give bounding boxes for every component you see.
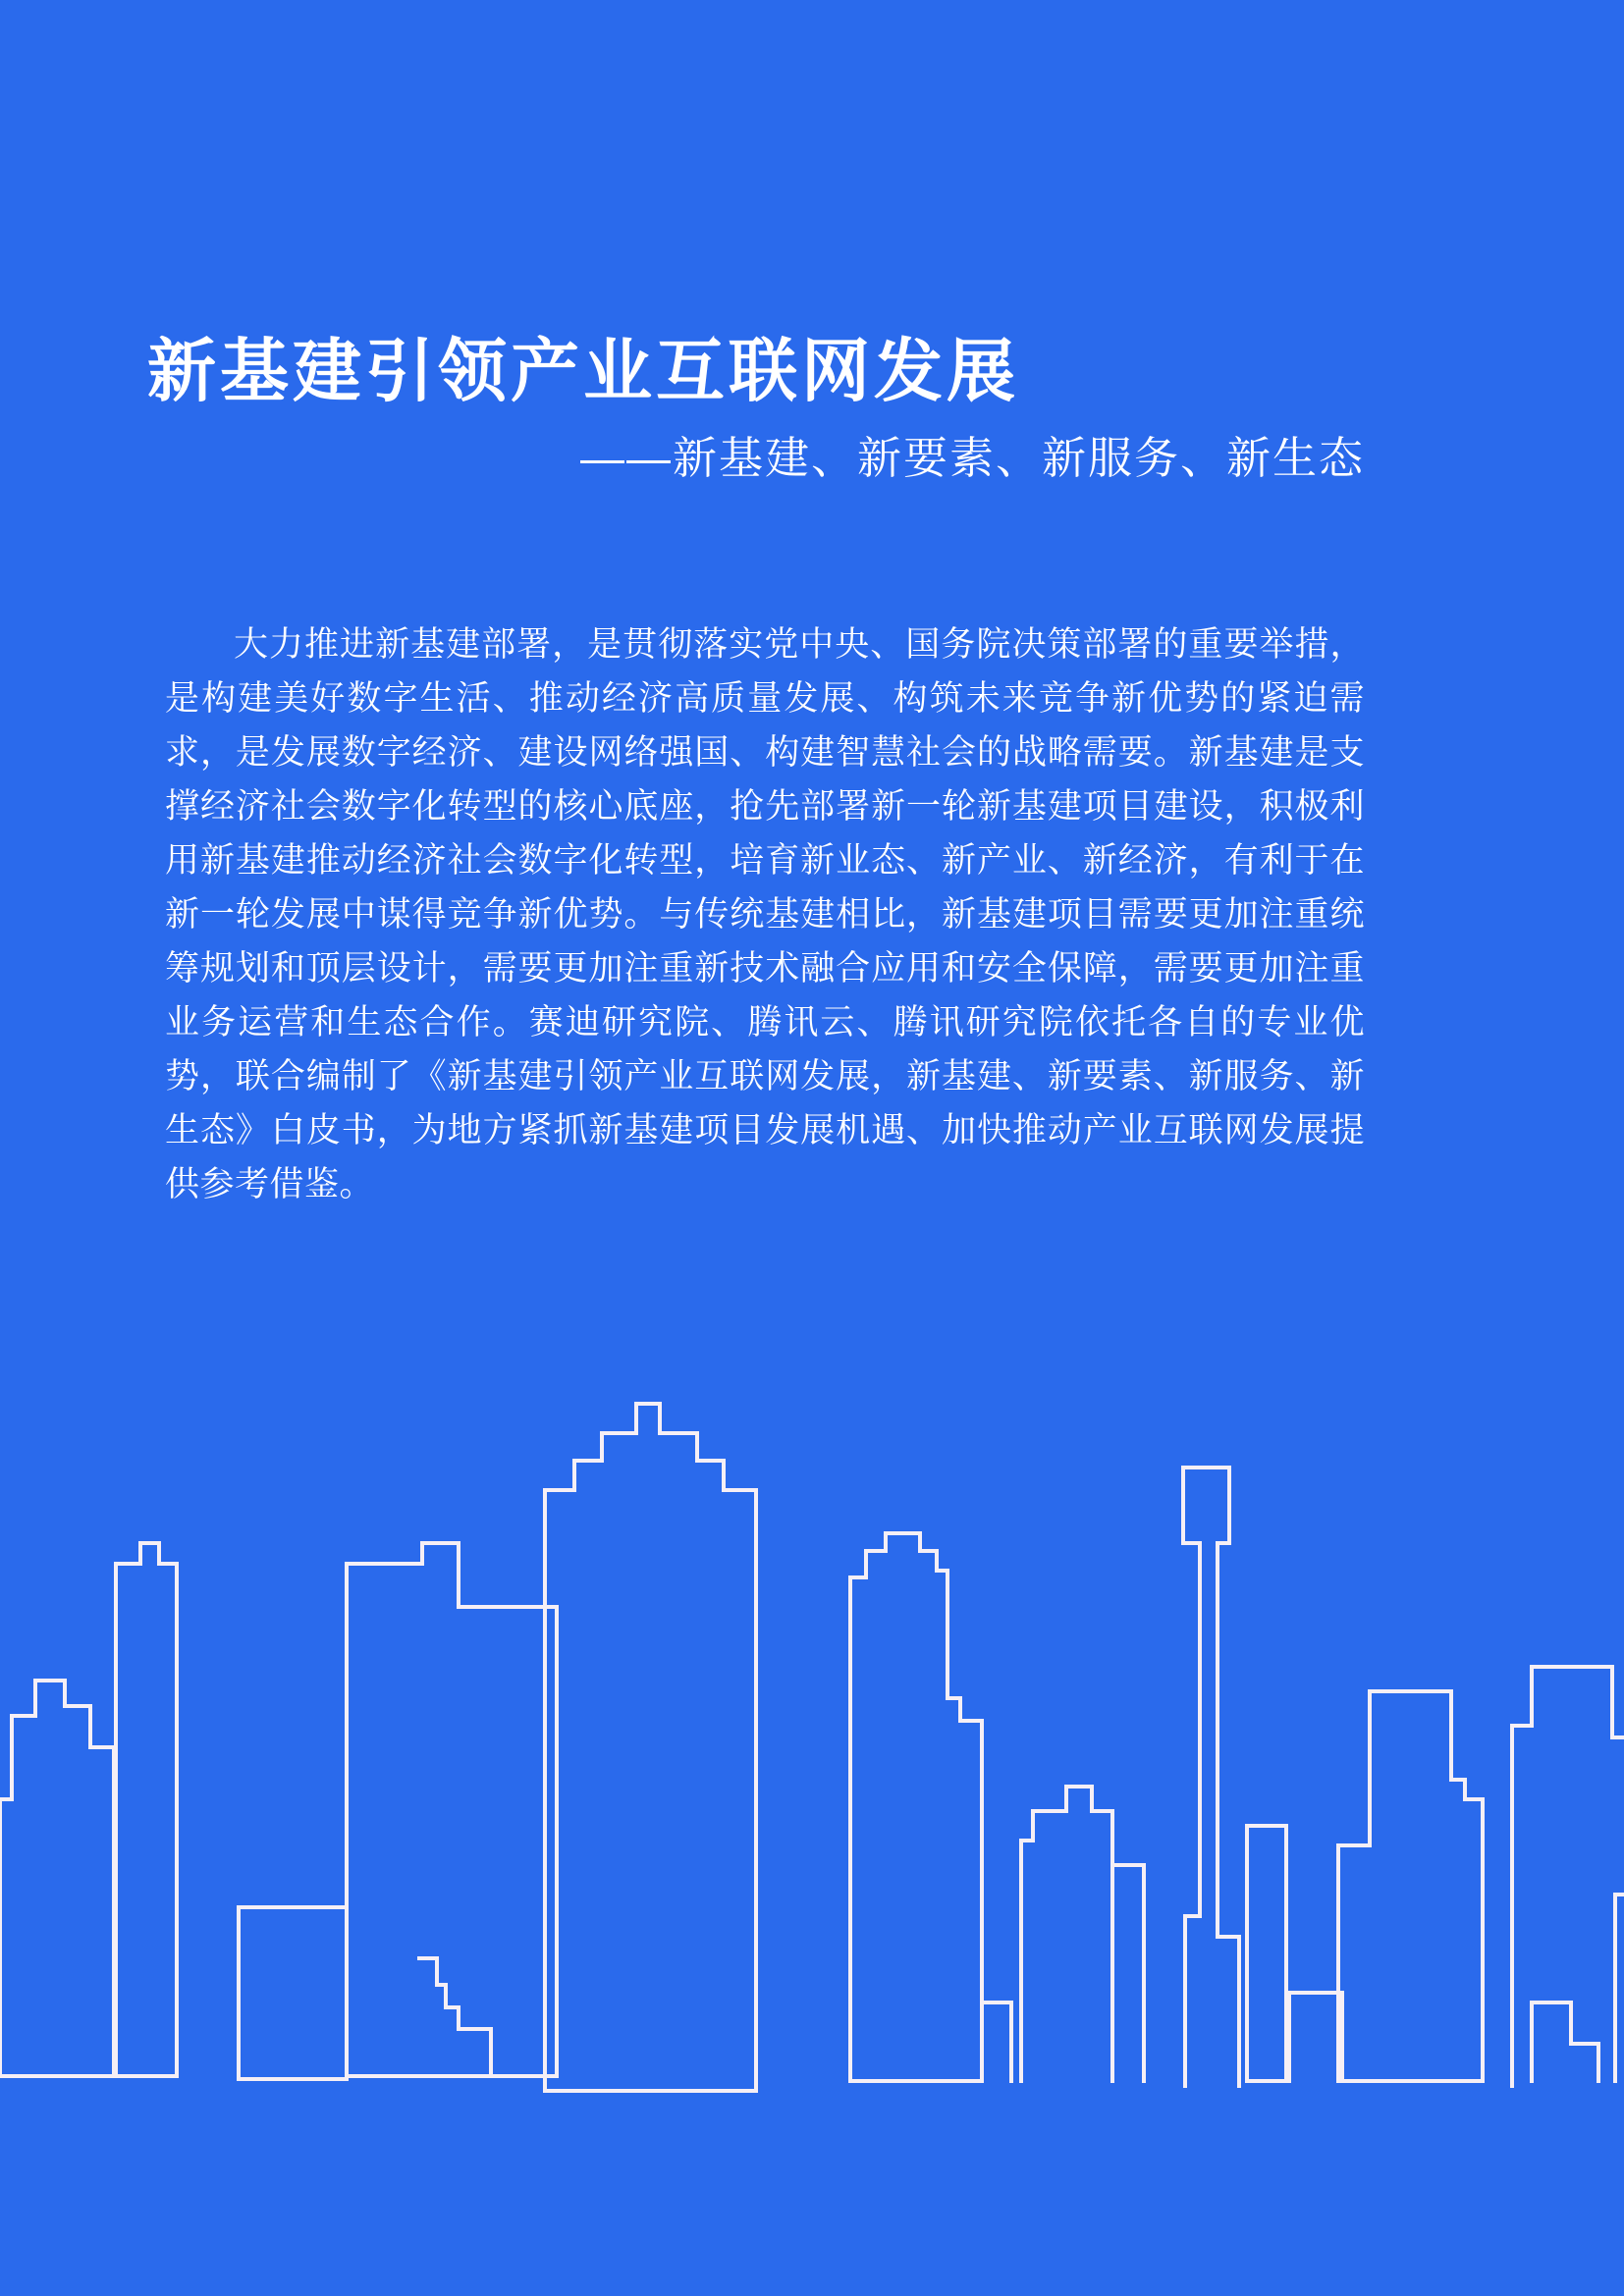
building-outline xyxy=(1512,1667,1624,2086)
building-outline xyxy=(1289,1993,1342,2081)
building-outline xyxy=(1532,2002,1598,2081)
building-outline xyxy=(0,1681,114,2076)
building-outline xyxy=(239,1907,347,2079)
building-outline xyxy=(1247,1826,1286,2081)
building-outline xyxy=(1112,1865,1144,2081)
building-outline xyxy=(1615,1895,1624,2081)
city-skyline-illustration xyxy=(0,1315,1624,2101)
page-title: 新基建引领产业互联网发展 xyxy=(147,332,1019,409)
page-subtitle: ——新基建、新要素、新服务、新生态 xyxy=(579,433,1365,483)
building-outline xyxy=(116,1543,177,2076)
building-outline xyxy=(419,1958,491,2076)
intro-paragraph: 大力推进新基建部署，是贯彻落实党中央、国务院决策部署的重要举措，是构建美好数字生活、推动经济高质量发展、构筑未来竞争新优势的紧迫需求，是发展数字经济、建设网络强国、构建智慧社会的战略需要。新基建是支撑经济社会数字化转型的核心底座，抢先部署新一轮新基建项目建设，积极利用新基建推动经济社会数字化转型，培育新业态、新产业、新经济，有利于在新一轮发展中谋得竞争新优势。与传统基建相比，新基建项目需要更加注重统筹规划和顶层设计，需要更加注重新技术融合应用和安全保障，需要更加注重业务运营和生态合作。赛迪研究院、腾讯云、腾讯研究院依托各自的专业优势，联合编制了《新基建引领产业互联网发展，新基建、新要素、新服务、新生态》白皮书，为地方紧抓新基建项目发展机遇、加快推动产业互联网发展提供参考借鉴。 xyxy=(165,625,1365,1203)
building-outline xyxy=(1338,1691,1483,2081)
building-outline xyxy=(850,1533,982,2081)
tower-outline xyxy=(1183,1468,1239,2086)
building-outline xyxy=(1021,1787,1112,2081)
building-outline xyxy=(982,2002,1011,2081)
building-outline xyxy=(545,1404,756,2091)
building-outline xyxy=(347,1543,557,2076)
